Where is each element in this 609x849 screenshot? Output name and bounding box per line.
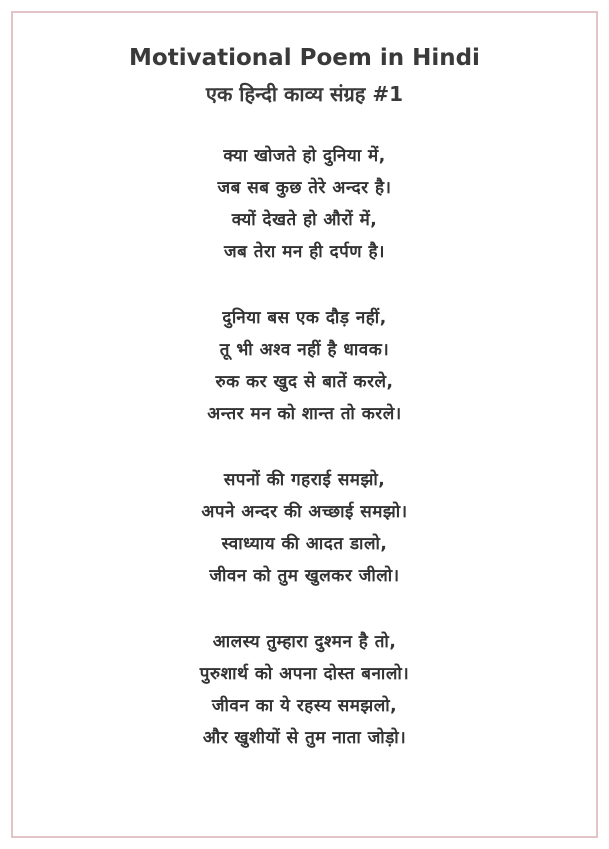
- poem-body: [0, 140, 609, 788]
- poem-line: जब तेरा मन ही दर्पण है।: [224, 242, 385, 262]
- stanza: [0, 626, 609, 754]
- poem-line: तू भी अश्व नहीं है धावक।: [219, 340, 390, 360]
- poem-line: स्वाध्याय की आदत डालो,: [221, 534, 388, 554]
- poem-line: जब सब कुछ तेरे अन्दर है।: [217, 178, 392, 198]
- poem-line: दुनिया बस एक दौड़ नहीं,: [222, 308, 387, 328]
- stanza: [0, 302, 609, 430]
- stanza: [0, 464, 609, 592]
- poem-title: Motivational Poem in Hindi: [129, 45, 480, 71]
- poem-line: रुक कर खुद से बातें करले,: [215, 372, 394, 392]
- stanza: [0, 140, 609, 268]
- poem-line: जीवन का ये रहस्य समझलो,: [211, 696, 398, 716]
- poem-subtitle: एक हिन्दी काव्य संग्रह #1: [205, 82, 404, 106]
- poem-line: अपने अन्दर की अच्छाई समझो।: [201, 502, 408, 522]
- poem-line: अन्तर मन को शान्त तो करले।: [207, 404, 402, 424]
- poem-line: जीवन को तुम खुलकर जीलो।: [209, 566, 400, 586]
- poem-line: क्या खोजते हो दुनिया में,: [223, 146, 386, 166]
- poem-line: क्यों देखते हो औरों में,: [231, 210, 378, 230]
- poem-line: पुरुशार्थ को अपना दोस्त बनालो।: [199, 664, 410, 684]
- poem-line: सपनों की गहराई समझो,: [223, 470, 386, 490]
- poem-line: आलस्य तुम्हारा दुश्मन है तो,: [212, 632, 397, 652]
- poem-line: और खुशीयों से तुम नाता जोड़ो।: [202, 728, 407, 748]
